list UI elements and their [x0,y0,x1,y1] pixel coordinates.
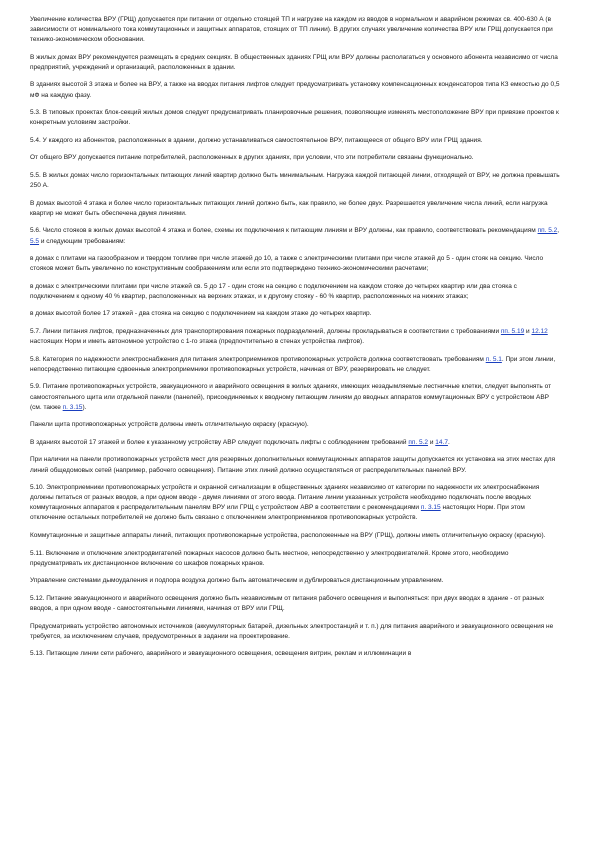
paragraph [30,136,560,146]
paragraph-text: 5.4. У каждого из абонентов, расположенных в здании, должно устанавливаться самостоятельное ВРУ, питающееся от общего ВРУ или ГРЩ здания. [30,136,483,144]
paragraph [30,549,560,569]
paragraph-text: Коммутационные и защитные аппараты линий, питающих противопожарные устройства, расположенные на ВРУ (ГРЩ), должны иметь отличительную окраску (красную). [30,531,546,539]
paragraph-text: в домах высотой более 17 этажей - два стояка на секцию с подключением на каждом этаже до четырех квартир. [30,310,372,318]
paragraph [30,80,560,100]
cross-reference-link[interactable]: п. 3.15 [420,504,441,512]
paragraph-text: ). [82,403,87,411]
paragraph-text: , [557,227,560,235]
paragraph [30,438,560,448]
paragraph [30,594,560,614]
paragraph-text: В зданиях высотой 17 этажей и более к указанному устройству АВР следует подключать лифты с соблюдением требований [30,438,409,446]
cross-reference-link[interactable]: 14.7 [435,438,448,446]
paragraph-text: При наличии на панели противопожарных устройств мест для резервных дополнительных коммутационных аппаратов защиты допускается их установка на этих местах для линий общедомовых сетей (например, рабочего освещения). Питание этих линий должно осуществляться от распределительных панелей ВРУ. [30,456,556,474]
cross-reference-link[interactable]: 5.5 [30,237,40,245]
paragraph-text: Увеличение количества ВРУ (ГРЩ) допускается при питании от отдельно стоящей ТП и нагрузке на каждом из вводов в нормальном и аварийном режимах св. 400-630 А (в зависимости от номинального тока коммутационных и защитных аппаратов, стоящих от ТП линии). В других случаях увеличение количества ВРУ или ГРЩ допускается при технико-экономическом обосновании. [30,16,553,44]
paragraph-text: 5.9. Питание противопожарных устройств, эвакуационного и аварийного освещения в жилых зданиях, имеющих незадымляемые лестничные клетки, следует выполнять от самостоятельного щита или отдельной панели (панелей), присоединяемых к вводному питающим линиям до вводных аппаратов коммутационных ВРУ с устройством АВР (см. также [30,383,552,411]
paragraph [30,53,560,73]
paragraph [30,309,560,319]
paragraph-text: Управление системами дымоудаления и подпора воздуха должно быть автоматическим и дублироваться дистанционным управлением. [30,577,444,585]
paragraph [30,108,560,128]
paragraph [30,622,560,642]
cross-reference-link[interactable]: 12.12 [531,328,548,336]
paragraph-text: 5.7. Линии питания лифтов, предназначенных для транспортирования пожарных подразделений, должны прокладываться в соответствии с требованиями [30,328,501,336]
paragraph [30,282,560,302]
paragraph [30,15,560,45]
paragraph-text: 5.13. Питающие линии сети рабочего, аварийного и эвакуационного освещения, освещения витрин, реклам и иллюминации в [30,650,412,658]
paragraph [30,327,560,347]
paragraph-text: . При этом линии, непосредственно питающие сдвоенные электроприемники противопожарных устройств, начиная от ВРУ, резервировать не следует. [30,355,556,373]
paragraph-text: . [447,438,450,446]
paragraph [30,455,560,475]
paragraph-text: 5.5. В жилых домах число горизонтальных питающих линий квартир должно быть минимальным. Нагрузка каждой питающей линии, отходящей от ВРУ, не должна превышать 250 А. [30,172,560,190]
paragraph [30,171,560,191]
paragraph-text: и [524,328,532,336]
paragraph-text: В жилых домах ВРУ рекомендуется размещать в средних секциях. В общественных зданиях ГРЩ или ВРУ должны располагаться у основного абонента независимо от числа предприятий, учреждений и организаций, расположенных в здании. [30,53,558,71]
paragraph [30,483,560,523]
paragraph [30,576,560,586]
paragraph [30,382,560,412]
paragraph-text: и следующим требованиям: [39,237,126,245]
paragraph-text: в домах с плитами на газообразном и твердом топливе при числе этажей до 10, а также с электрическими плитами при числе этажей до 5 - один стояк на секцию. Число стояков может быть увеличено по конструктивным соображениям или если это подтверждено технико-экономическими расчетами; [30,255,544,273]
cross-reference-link[interactable]: п. 5.1 [485,355,502,363]
cross-reference-link[interactable]: п. 3.15 [62,403,83,411]
paragraph-text: 5.10. Электроприемники противопожарных устройств и охранной сигнализации в общественных зданиях независимо от категории по надежности их электроснабжения должны питаться от разных вводов, а при одном вводе - двумя линиями от этого ввода. Питание линии указанных устройств необходимо подключать после вводных коммутационных аппаратов к распределительным панелям ВРУ или ГРЩ с устройством АВР в соответствии с рекомендациями [30,484,540,512]
paragraph-text: От общего ВРУ допускается питание потребителей, расположенных в других зданиях, при условии, что эти потребители связаны функционально. [30,154,474,162]
paragraph-text: 5.3. В типовых проектах блок-секций жилых домов следует предусматривать планировочные решения, позволяющие изменять местоположение ВРУ при привязке проектов к конкретным условиям застройки. [30,109,559,127]
cross-reference-link[interactable]: пп. 5.2 [537,227,558,235]
paragraph-text: настоящих Норм и иметь автономное устройство с 1-го этажа (предпочтительно в стенах устройства лифтов). [30,338,365,346]
paragraph-text: 5.11. Включение и отключение электродвигателей пожарных насосов должно быть местное, непосредственно у электродвигателей. Кроме этого, необходимо предусматривать их дистанционное включение со шкафов пожарных кранов. [30,549,509,567]
paragraph-text: 5.6. Число стояков в жилых домах высотой 4 этажа и более, схемы их подключения к питающим линиям и ВРУ должны, как правило, соответствовать рекомендациям [30,227,538,235]
paragraph-text: 5.8. Категория по надежности электроснабжения для питания электроприемников противопожарных устройств должна соответствовать требованиям [30,355,486,363]
paragraph [30,531,560,541]
paragraph [30,355,560,375]
paragraph-text: 5.12. Питание эвакуационного и аварийного освещения должно быть независимым от питания рабочего освещения и выполняться: при двух вводах в здание - от разных вводов, а при одном вводе - самостоятельными линиями, начиная от ВРУ или ГРЩ. [30,594,545,612]
cross-reference-link[interactable]: пп. 5.2 [408,438,429,446]
paragraph [30,420,560,430]
paragraph-text: Панели щита противопожарных устройств должны иметь отличительную окраску (красную). [30,421,309,429]
cross-reference-link[interactable]: пп. 5.19 [500,328,525,336]
paragraph-text: в домах с электрическими плитами при числе этажей св. 5 до 17 - один стояк на секцию с подключением на каждом стояке до четырех квартир или два стояка с подключением к одному 40 % квартир, расположенных на верхних этажах, и к другому стояку - 60 % квартир, расположенных на нижних этажах; [30,282,517,300]
paragraph [30,254,560,274]
paragraph [30,153,560,163]
paragraph [30,226,560,246]
paragraph-text: и [428,438,436,446]
document-page [30,15,560,667]
paragraph-text: Предусматривать устройство автономных источников (аккумуляторных батарей, дизельных электростанций и т. п.) для питания аварийного и эвакуационного освещения не требуется, за исключением случаев, предусмотренных в задании на проектирование. [30,622,554,640]
paragraph-text: В зданиях высотой 3 этажа и более на ВРУ, а также на вводах питания лифтов следует предусматривать установку компенсационных конденсаторов типа КЗ емкостью до 0,5 мФ на каждую фазу. [30,81,560,99]
paragraph-text: В домах высотой 4 этажа и более число горизонтальных питающих линий должно быть, как правило, не более двух. Разрешается увеличение числа линий, если нагрузка квартир не может быть обеспечена двумя линиями. [30,199,548,217]
paragraph-text: настоящих Норм. При этом отключение остальных потребителей не должно быть связано с отключением электроприемников противопожарных устройств. [30,504,525,522]
paragraph [30,199,560,219]
paragraph [30,649,560,659]
